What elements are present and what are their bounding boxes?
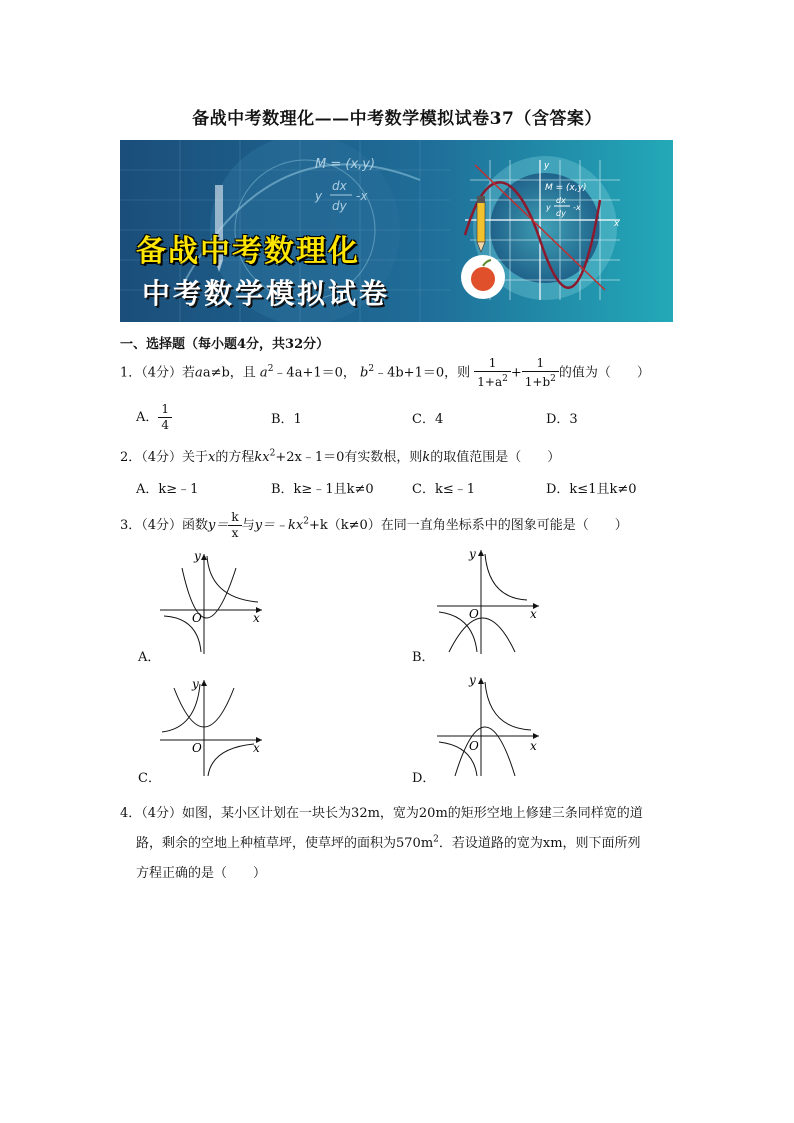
banner-formula-y: y: [315, 189, 323, 203]
question-1: [120, 356, 650, 390]
q3-option-c[interactable]: C．: [138, 771, 161, 786]
q3-graph-a-origin: O: [192, 611, 202, 625]
q1-eq1-sq: 2: [267, 364, 274, 375]
q1-fraction-2: [522, 356, 559, 390]
q3-graph-d-x: x: [530, 739, 537, 753]
q2-text-b: 的方程: [215, 450, 255, 465]
page-title: 备战中考数理化——中考数学模拟试卷37（含答案）: [192, 109, 602, 129]
q3-sq: 2: [303, 516, 309, 527]
banner-formula-dx-right: dx: [556, 196, 566, 205]
q3-option-b[interactable]: B．: [412, 650, 435, 665]
q3-y1: y＝: [208, 518, 229, 533]
q2-text-c: +2x﹣1＝0有实数根，则: [275, 450, 423, 465]
question-4-line-3: 方程正确的是（ ）: [136, 866, 267, 881]
q1-suffix: 的值为（ ）: [558, 365, 650, 381]
q2-option-b[interactable]: B．k≥﹣1且k≠0: [271, 482, 374, 497]
q3-graph-a-x: x: [253, 611, 260, 625]
q1-f2-num: 1: [522, 356, 559, 372]
q1-option-b[interactable]: B．1: [271, 412, 302, 427]
q2-var-k: k: [422, 450, 431, 465]
banner-formula-dy: dy: [332, 199, 347, 213]
banner-subheading: 中考数学模拟试卷: [142, 277, 391, 310]
banner-axis-y: y: [544, 161, 550, 171]
q4-line2-a: 路，剩余的空地上种植草坪，使草坪的面积为570m: [136, 836, 434, 851]
q1-option-a-num: 1: [158, 402, 172, 418]
q3-text-b: 与: [241, 518, 255, 533]
q3-f-den: x: [231, 526, 239, 540]
q1-prefix: 1．（4分）若: [120, 365, 196, 381]
banner-formula-m: M = (x,y): [315, 157, 376, 172]
q1-cond: a≠b，且: [202, 365, 256, 381]
q3-graph-c-y: y: [192, 677, 199, 691]
q3-graph-a-y: y: [194, 549, 201, 563]
banner-formula-m-right: M = (x,y): [545, 183, 587, 193]
q1-eq2-sq: 2: [368, 364, 375, 375]
q3-text-c: +k（k≠0）在同一直角坐标系中的图象可能是（ ）: [309, 518, 628, 533]
q2-text-d: 的取值范围是（ ）: [430, 450, 561, 465]
q1-option-c[interactable]: C．4: [412, 412, 444, 427]
q3-graph-a: [158, 548, 268, 656]
q4-line2-b: ．若设道路的宽为xm，则下面所列: [438, 836, 641, 851]
q2-var-x: x: [208, 450, 216, 465]
q3-graph-d-y: y: [469, 673, 476, 687]
q3-graph-b-y: y: [469, 547, 476, 561]
banner-formula-negx: -x: [356, 189, 368, 203]
section-heading: 一、选择题（每小题4分，共32分）: [120, 337, 330, 352]
banner-heading: 备战中考数理化: [136, 234, 360, 269]
q1-plus: +: [510, 365, 522, 381]
q2-option-a[interactable]: A．k≥﹣1: [136, 482, 199, 497]
q1-f1-num: 1: [474, 356, 511, 372]
q3-fraction: [228, 510, 241, 541]
q1-eq2-rest: ﹣4b+1＝0，则: [374, 365, 471, 381]
q3-graph-d-origin: O: [469, 739, 479, 753]
banner-image: [120, 140, 673, 322]
q2-sq: 2: [269, 448, 276, 459]
q1-f1-den: 1+a: [477, 375, 503, 389]
q1-eq2-var: b: [360, 365, 369, 381]
q1-fraction-1: [474, 356, 511, 390]
q2-option-c[interactable]: C．k≤﹣1: [412, 482, 475, 497]
q2-option-d[interactable]: D．k≤1且k≠0: [546, 482, 637, 497]
q3-option-a[interactable]: A．: [138, 650, 161, 665]
q3-option-d[interactable]: D．: [412, 771, 436, 786]
q3-graph-b-origin: O: [469, 607, 479, 621]
q3-graph-c: [158, 676, 268, 780]
q1-option-a-label: A．: [136, 410, 159, 425]
question-4-line-2: [136, 832, 641, 851]
q3-text-a: 3．（4分）函数: [120, 518, 209, 533]
q1-eq1-rest: ﹣4a+1＝0，: [273, 365, 356, 381]
q1-option-a-den: 4: [161, 418, 170, 432]
q3-graph-b: [435, 544, 545, 656]
q3-graph-c-origin: O: [192, 741, 202, 755]
q2-kx: kx: [254, 450, 270, 465]
q3-graph-d: [435, 672, 545, 780]
banner-axis-x: x: [614, 219, 620, 229]
banner-formula-y-right: y: [546, 203, 551, 212]
q4-sq: 2: [433, 834, 439, 845]
q1-option-d[interactable]: D．3: [546, 412, 578, 427]
question-4-line-1: 4．（4分）如图，某小区计划在一块长为32m，宽为20m的矩形空地上修建三条同样宽的道: [120, 806, 643, 821]
question-2: [120, 446, 560, 465]
q1-option-a[interactable]: [136, 402, 172, 433]
q3-f-num: k: [228, 510, 241, 526]
banner-formula-dy-right: dy: [556, 209, 566, 218]
q3-graph-b-x: x: [530, 607, 537, 621]
q1-f2-sq: 2: [550, 374, 556, 384]
q3-y2: y＝﹣kx: [254, 518, 304, 533]
q2-text-a: 2．（4分）关于: [120, 450, 209, 465]
q1-eq1-var: a: [259, 365, 268, 381]
question-3: [120, 510, 628, 541]
q1-f2-den: 1+b: [524, 375, 551, 389]
q3-graph-c-x: x: [253, 741, 260, 755]
q1-f1-sq: 2: [502, 374, 508, 384]
banner-formula-dx: dx: [332, 179, 347, 193]
q1-a: a: [195, 365, 203, 381]
banner-formula-negx-right: -x: [573, 203, 581, 212]
q1-option-a-fraction: [158, 402, 172, 433]
